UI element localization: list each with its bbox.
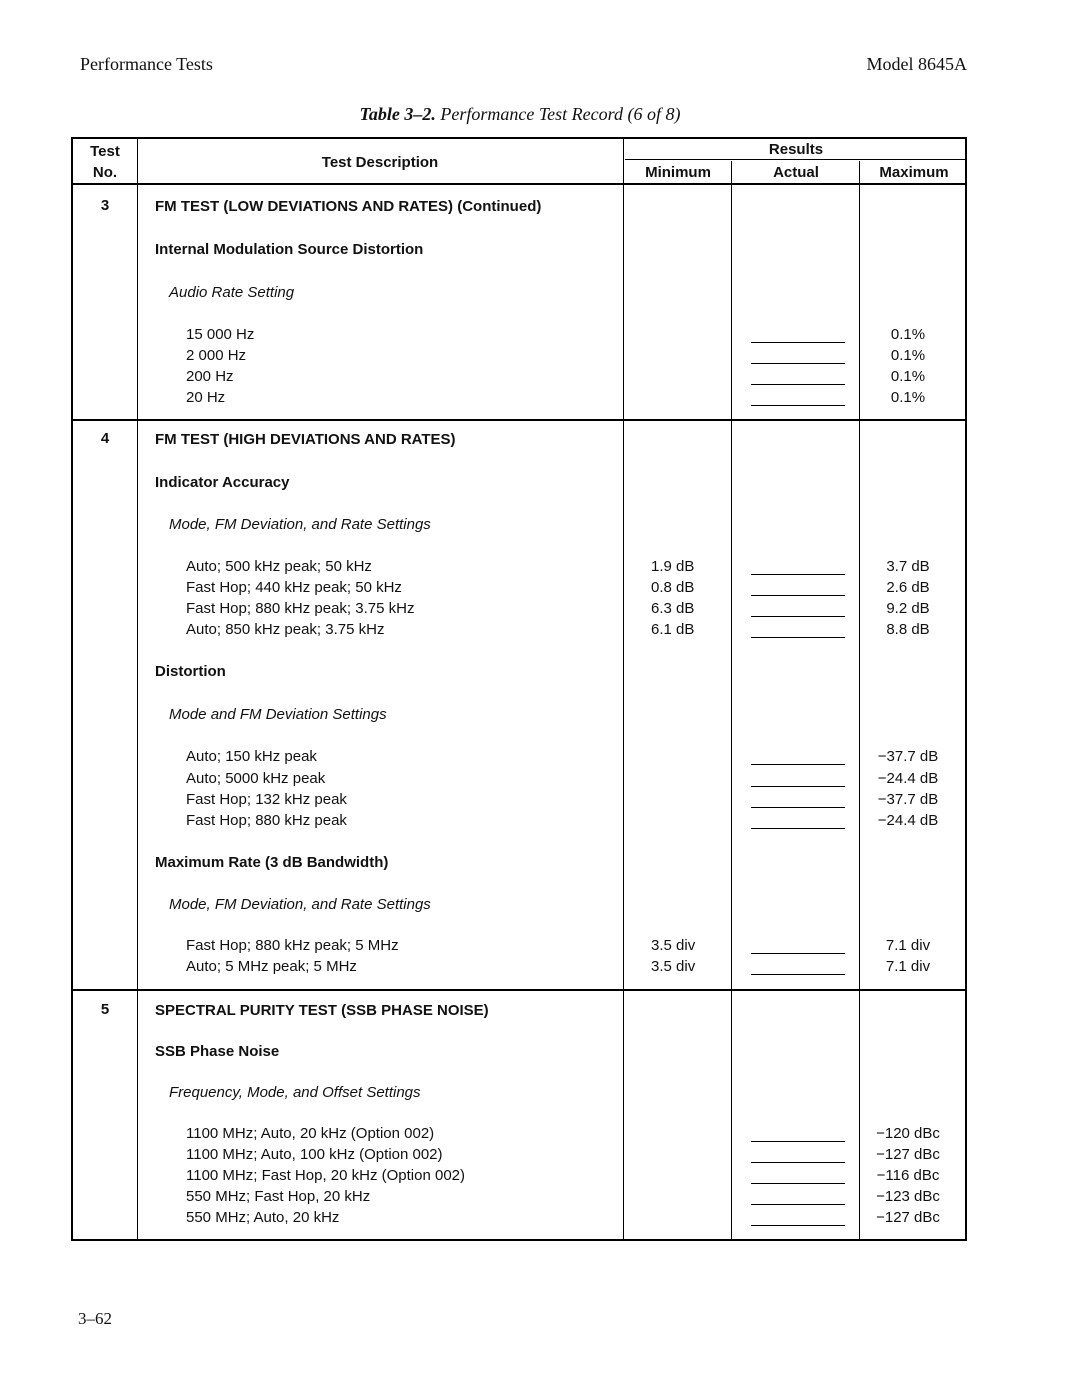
test-row-description: Auto; 500 kHz peak; 50 kHz — [186, 558, 372, 575]
minimum-value: 3.5 div — [651, 937, 696, 954]
performance-test-record-table — [71, 137, 967, 1241]
settings-label: Mode, FM Deviation, and Rate Settings — [169, 896, 431, 913]
header-results: Results — [768, 141, 824, 158]
actual-entry-line — [751, 1162, 845, 1163]
subsection-title: Indicator Accuracy — [155, 474, 290, 491]
settings-label: Mode, FM Deviation, and Rate Settings — [169, 516, 431, 533]
minimum-value: 0.8 dB — [651, 579, 695, 596]
test-row-description: Auto; 5000 kHz peak — [186, 770, 326, 787]
maximum-value: 0.1% — [890, 347, 926, 364]
table-caption — [0, 104, 1040, 125]
maximum-value: −127 dBc — [876, 1146, 940, 1163]
header-minimum: Minimum — [645, 164, 711, 181]
section-title: FM TEST (LOW DEVIATIONS AND RATES) (Continued) — [155, 198, 542, 215]
test-row-description: 200 Hz — [186, 368, 234, 385]
maximum-value: 0.1% — [890, 389, 926, 406]
minimum-value: 6.3 dB — [651, 600, 695, 617]
actual-entry-line — [751, 953, 845, 954]
actual-entry-line — [751, 384, 845, 385]
test-number: 5 — [100, 1001, 110, 1018]
section-title: SPECTRAL PURITY TEST (SSB PHASE NOISE) — [155, 1002, 489, 1019]
maximum-value: 0.1% — [890, 326, 926, 343]
test-row-description: 550 MHz; Fast Hop, 20 kHz — [186, 1188, 371, 1205]
minimum-value: 1.9 dB — [651, 558, 695, 575]
actual-entry-line — [751, 1183, 845, 1184]
test-number: 4 — [100, 430, 110, 447]
header-maximum: Maximum — [879, 164, 949, 181]
maximum-value: −24.4 dB — [877, 770, 939, 787]
maximum-value: 7.1 div — [885, 958, 931, 975]
actual-entry-line — [751, 1204, 845, 1205]
section-divider — [73, 419, 965, 421]
test-row-description: 1100 MHz; Fast Hop, 20 kHz (Option 002) — [186, 1167, 466, 1184]
maximum-value: 9.2 dB — [886, 600, 930, 617]
maximum-value: −120 dBc — [876, 1125, 940, 1142]
test-row-description: 550 MHz; Auto, 20 kHz — [186, 1209, 340, 1226]
actual-entry-line — [751, 405, 845, 406]
maximum-value: −127 dBc — [876, 1209, 940, 1226]
test-row-description: 1100 MHz; Auto, 100 kHz (Option 002) — [186, 1146, 443, 1163]
header-divider — [73, 183, 965, 185]
maximum-value: −37.7 dB — [877, 748, 939, 765]
actual-entry-line — [751, 828, 845, 829]
settings-label: Audio Rate Setting — [169, 284, 295, 301]
running-header-right: Model 8645A — [866, 54, 967, 74]
subsection-title: Distortion — [155, 663, 226, 680]
test-number: 3 — [100, 197, 110, 214]
actual-entry-line — [751, 764, 845, 765]
test-row-description: Auto; 150 kHz peak — [186, 748, 317, 765]
running-header-left: Performance Tests — [80, 54, 213, 74]
header-actual: Actual — [773, 164, 819, 181]
section-title: FM TEST (HIGH DEVIATIONS AND RATES) — [155, 431, 456, 448]
actual-entry-line — [751, 974, 845, 975]
maximum-value: −123 dBc — [876, 1188, 940, 1205]
column-divider — [623, 139, 624, 1239]
test-row-description: Auto; 850 kHz peak; 3.75 kHz — [186, 621, 385, 638]
actual-entry-line — [751, 363, 845, 364]
test-row-description: Fast Hop; 880 kHz peak; 5 MHz — [186, 937, 399, 954]
header-test: Test — [90, 143, 120, 160]
column-divider — [137, 139, 138, 1239]
actual-entry-line — [751, 616, 845, 617]
actual-entry-line — [751, 807, 845, 808]
results-divider — [625, 159, 965, 160]
test-row-description: Fast Hop; 440 kHz peak; 50 kHz — [186, 579, 402, 596]
test-row-description: Auto; 5 MHz peak; 5 MHz — [186, 958, 357, 975]
test-row-description: Fast Hop; 132 kHz peak — [186, 791, 347, 808]
maximum-value: 7.1 div — [885, 937, 931, 954]
minimum-value: 3.5 div — [651, 958, 696, 975]
test-row-description: 1100 MHz; Auto, 20 kHz (Option 002) — [186, 1125, 435, 1142]
column-divider — [731, 161, 732, 1239]
actual-entry-line — [751, 786, 845, 787]
column-divider — [859, 161, 860, 1239]
section-divider — [73, 989, 965, 991]
subsection-title: SSB Phase Noise — [155, 1043, 280, 1060]
actual-entry-line — [751, 1225, 845, 1226]
maximum-value: −116 dBc — [876, 1167, 940, 1184]
maximum-value: 2.6 dB — [886, 579, 930, 596]
settings-label: Mode and FM Deviation Settings — [169, 706, 387, 723]
test-row-description: 20 Hz — [186, 389, 226, 406]
header-description: Test Description — [321, 154, 439, 171]
maximum-value: −24.4 dB — [877, 812, 939, 829]
maximum-value: 8.8 dB — [886, 621, 930, 638]
actual-entry-line — [751, 637, 845, 638]
header-no: No. — [92, 164, 118, 181]
actual-entry-line — [751, 574, 845, 575]
maximum-value: 3.7 dB — [886, 558, 930, 575]
test-row-description: 2 000 Hz — [186, 347, 247, 364]
subsection-title: Maximum Rate (3 dB Bandwidth) — [155, 854, 389, 871]
table-title: Performance Test Record (6 of 8) — [440, 104, 681, 124]
subsection-title: Internal Modulation Source Distortion — [155, 241, 424, 258]
test-row-description: Fast Hop; 880 kHz peak; 3.75 kHz — [186, 600, 415, 617]
table-number: Table 3–2. — [359, 104, 436, 124]
actual-entry-line — [751, 342, 845, 343]
actual-entry-line — [751, 595, 845, 596]
minimum-value: 6.1 dB — [651, 621, 695, 638]
test-row-description: 15 000 Hz — [186, 326, 255, 343]
actual-entry-line — [751, 1141, 845, 1142]
page-number: 3–62 — [78, 1309, 112, 1328]
settings-label: Frequency, Mode, and Offset Settings — [169, 1084, 421, 1101]
test-row-description: Fast Hop; 880 kHz peak — [186, 812, 347, 829]
maximum-value: 0.1% — [890, 368, 926, 385]
maximum-value: −37.7 dB — [877, 791, 939, 808]
